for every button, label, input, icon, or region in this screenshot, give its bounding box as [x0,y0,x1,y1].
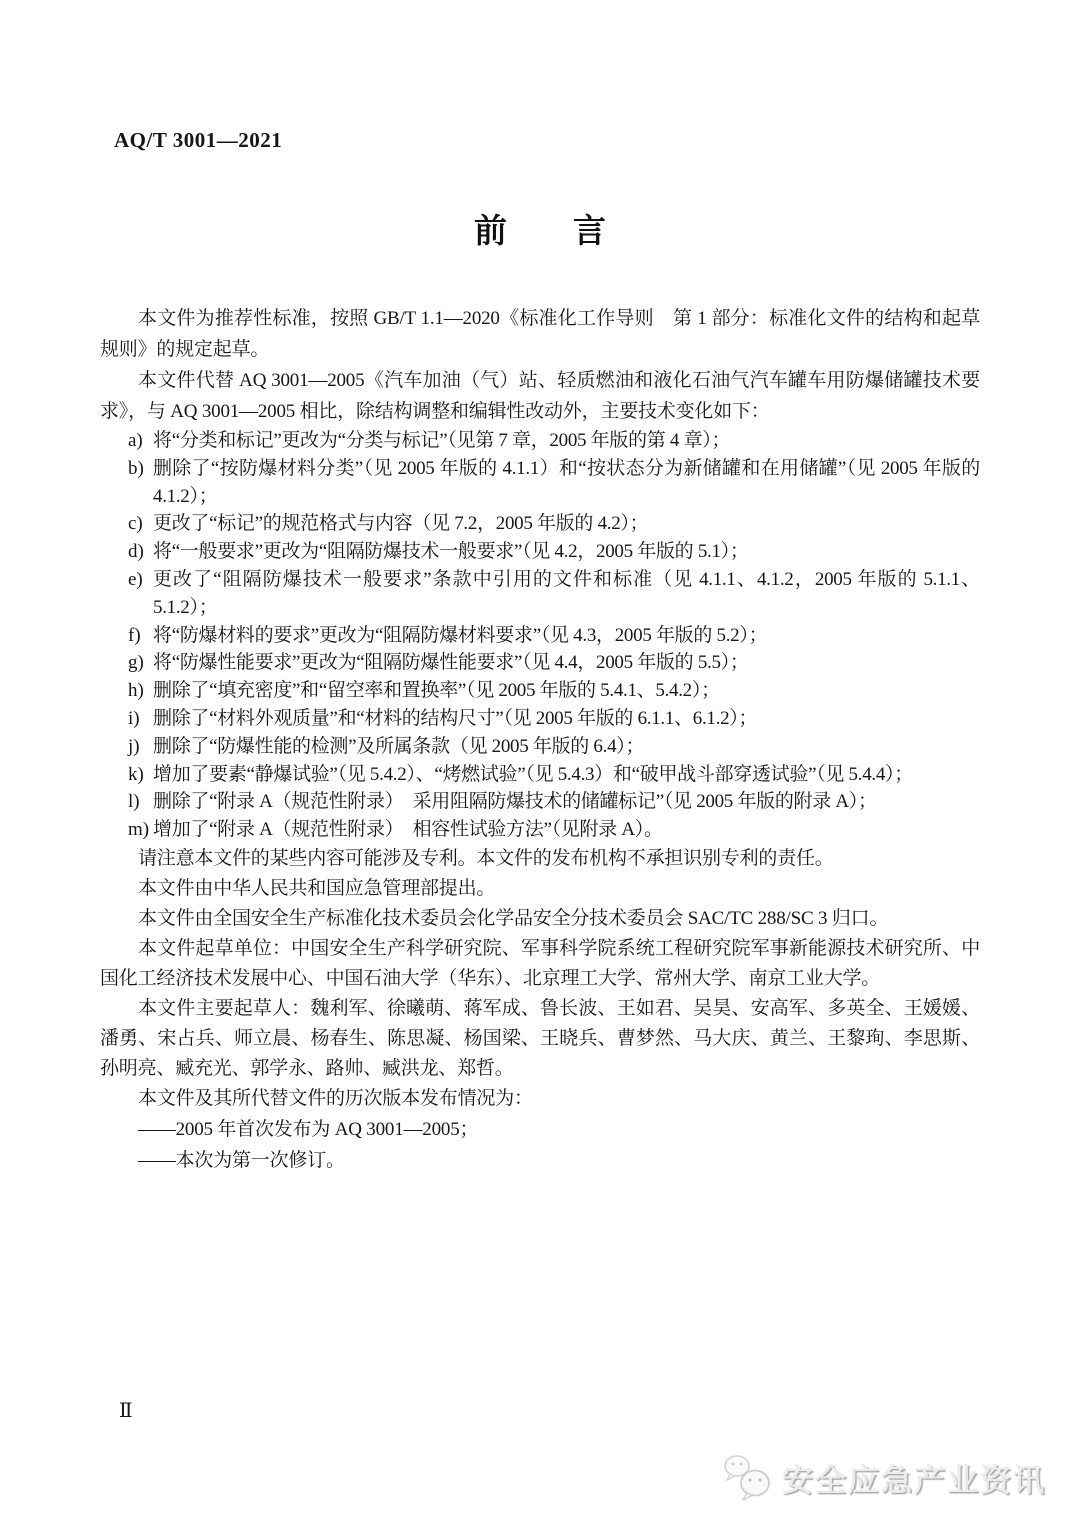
wechat-logo-icon [723,1452,775,1502]
intro-paragraph-2: 本文件代替 AQ 3001—2005《汽车加油（气）站、轻质燃油和液化石油气汽车罐车用防爆储罐技术要求》，与 AQ 3001—2005 相比，除结构调整和编辑性改动外，主要技术变化如下： [100,370,980,422]
change-label-g: g) [128,652,144,674]
change-label-a: a) [128,430,143,451]
history-item-1: ——2005 年首次发布为 AQ 3001—2005； [138,1118,479,1140]
standard-number: AQ/T 3001—2021 [114,128,283,152]
change-text-k: 增加了要素“静爆试验”（见 5.4.2）、“烤燃试验”（见 5.4.3）和“破甲战斗部穿透试验”（见 5.4.4）； [153,763,913,785]
centralized-by: 本文件由全国安全生产标准化技术委员会化学品安全分技术委员会 SAC/TC 288/SC 3 归口。 [138,907,889,929]
change-item-a [100,427,980,455]
main-drafters: 本文件主要起草人：魏利军、徐曦萌、蒋军成、鲁长波、王如君、吴昊、安高军、多英全、王媛媛、潘勇、宋占兵、师立晨、杨春生、陈思凝、杨国梁、王晓兵、曹梦然、马大庆、黄兰、王黎珣、李思斯、孙明亮、臧充光、郭学永、路帅、臧洪龙、郑哲。 [100,997,980,1079]
change-label-i: i) [128,707,140,729]
change-item-c [100,510,980,538]
change-label-f: f) [128,624,141,646]
change-text-m: 增加了“附录 A（规范性附录） 相容性试验方法”（见附录 A）。 [153,819,663,841]
page-number: Ⅱ [119,1400,133,1422]
change-label-m: m) [128,819,150,841]
change-text-j: 删除了“防爆性能的检测”及所属条款（见 2005 年版的 6.4）； [153,735,645,757]
change-text-c: 更改了“标记”的规范格式与内容（见 7.2，2005 年版的 4.2）； [153,513,649,535]
history-intro: 本文件及其所代替文件的历次版本发布情况为： [138,1087,533,1109]
change-item-m [100,816,980,844]
change-label-b: b) [128,457,144,479]
change-label-h: h) [128,680,144,702]
change-item-e [100,566,980,622]
change-text-a: 将“分类和标记”更改为“分类与标记”（见第 7 章，2005 年版的第 4 章）； [153,430,731,451]
page-title-foreword: 前 言 [474,212,606,249]
foreword-body [100,303,980,1177]
change-item-l [100,788,980,816]
change-item-b [100,455,980,511]
change-label-k: k) [128,763,144,785]
change-label-c: c) [128,513,143,535]
change-text-l: 删除了“附录 A（规范性附录） 采用阻隔防爆技术的储罐标记”（见 2005 年版的附录 A）； [153,791,877,813]
change-item-j [100,733,980,761]
change-text-e: 更改了“阻隔防爆技术一般要求”条款中引用的文件和标准（见 4.1.1、4.1.2，2005 年版的 5.1.1、5.1.2）； [153,568,980,618]
drafting-organizations: 本文件起草单位：中国安全生产科学研究院、军事科学院系统工程研究院军事新能源技术研究所、中国化工经济技术发展中心、中国石油大学（华东）、北京理工大学、常州大学、南京工业大学。 [100,937,980,989]
change-item-d [100,538,980,566]
change-text-g: 将“防爆性能要求”更改为“阻隔防爆性能要求”（见 4.4，2005 年版的 5.5）； [153,652,749,674]
intro-paragraph-1: 本文件为推荐性标准，按照 GB/T 1.1—2020《标准化工作导则 第 1 部分：标准化文件的结构和起草规则》的规定起草。 [100,308,980,360]
proposed-by: 本文件由中华人民共和国应急管理部提出。 [138,877,496,899]
change-item-h [100,677,980,705]
watermark-text: 安全应急产业资讯 [782,1462,1046,1498]
change-text-h: 删除了“填充密度”和“留空率和置换率”（见 2005 年版的 5.4.1、5.4.2）； [153,680,720,702]
change-label-d: d) [128,541,144,563]
change-text-i: 删除了“材料外观质量”和“材料的结构尺寸”（见 2005 年版的 6.1.1、6.1.2）； [153,707,758,729]
change-item-f [100,622,980,650]
change-item-k [100,761,980,789]
change-item-g [100,649,980,677]
watermark-footer [723,1452,1046,1502]
change-label-l: l) [128,791,140,813]
change-item-i [100,705,980,733]
history-item-2: ——本次为第一次修订。 [138,1150,345,1172]
change-text-d: 将“一般要求”更改为“阻隔防爆技术一般要求”（见 4.2，2005 年版的 5.1）； [153,541,749,563]
change-label-e: e) [128,568,143,590]
change-text-b: 删除了“按防爆材料分类”（见 2005 年版的 4.1.1）和“按状态分为新储罐和在用储罐”（见 2005 年版的 4.1.2）； [153,457,980,507]
change-label-j: j) [128,735,140,757]
change-text-f: 将“防爆材料的要求”更改为“阻隔防爆材料要求”（见 4.3，2005 年版的 5.2）； [153,624,768,646]
changes-list [100,427,980,844]
patent-notice: 请注意本文件的某些内容可能涉及专利。本文件的发布机构不承担识别专利的责任。 [138,847,834,869]
